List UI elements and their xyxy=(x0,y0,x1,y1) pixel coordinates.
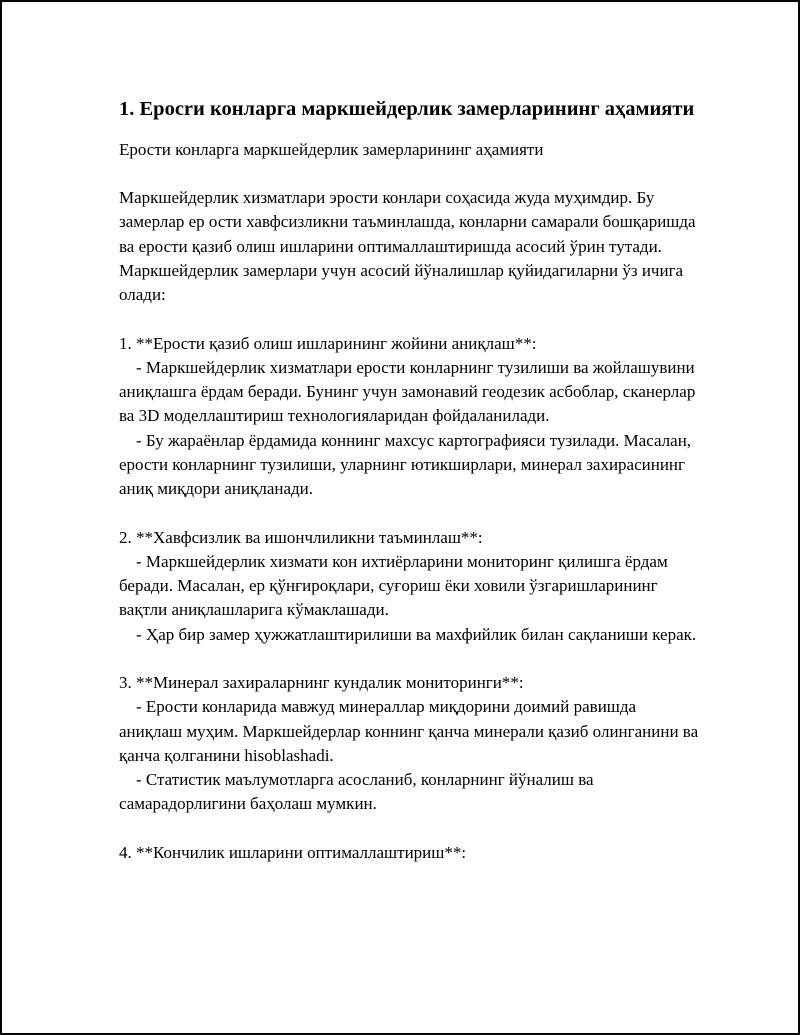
document-subtitle: Ерости конларга маркшейдерлик замерларининг аҳамияти xyxy=(119,140,544,159)
document-body: Маркшейдерлик хизматлари эрости конлари соҳасида жуда муҳимдир. Бу замерлар ер ости хавфсизликни таъминлашда, конларни самарали бошқаришда ва ерости қазиб олиш ишларини оптималлаштиришда асосий ўрин тутади. Маркшейдерлик замерлари учун асосий йўналишлар қуйидагиларни ўз ичига олади: 1. **Ерости қазиб олиш ишларининг жойини аниқлаш**: - Маркшейдерлик хизматлари ерости конларнинг тузилиши ва жойлашувини аниқлашга ёрдам беради. Бунинг учун замонавий геодезик асбоблар, сканерлар ва 3D моделлаштириш технологияларидан фойдаланилади. - Бу жараёнлар ёрдамида коннинг махсус картографияси тузилади. Масалан, ерости конларнинг тузилиши, уларнинг ютикширлари, минерал захирасининг аниқ миқдори аниқланади. 2. **Хавфсизлик ва ишончлиликни таъминлаш**: - Маркшейдерлик хизмати кон ихтиёрларини мониторинг қилишга ёрдам беради. Масалан, ер қўнғироқлари, суғориш ёки ховили ўзгаришларининг вақтли аниқлашларига кўмаклашади. - Ҳар бир замер ҳужжатлаштирилиши ва махфийлик билан сақланиши керак. 3. **Минерал захираларнинг кундалик мониторинги**: - Ерости конларида мавжуд минераллар миқдорини доимий равишда аниқлаш муҳим. Маркшейдерлар коннинг қанча минерали қазиб олинганини ва қанча қолганини hisoblashadi. - Статистик маълумотларга асосланиб, конларнинг йўналиш ва самарадорлигини баҳолаш мумкин. 4. **Кончилик ишларини оптималлаштириш**: xyxy=(119,188,699,862)
document-heading: 1. Еросrи конларга маркшейдерлик замерларининг аҳамияти xyxy=(119,98,695,120)
document-content xyxy=(119,96,699,865)
